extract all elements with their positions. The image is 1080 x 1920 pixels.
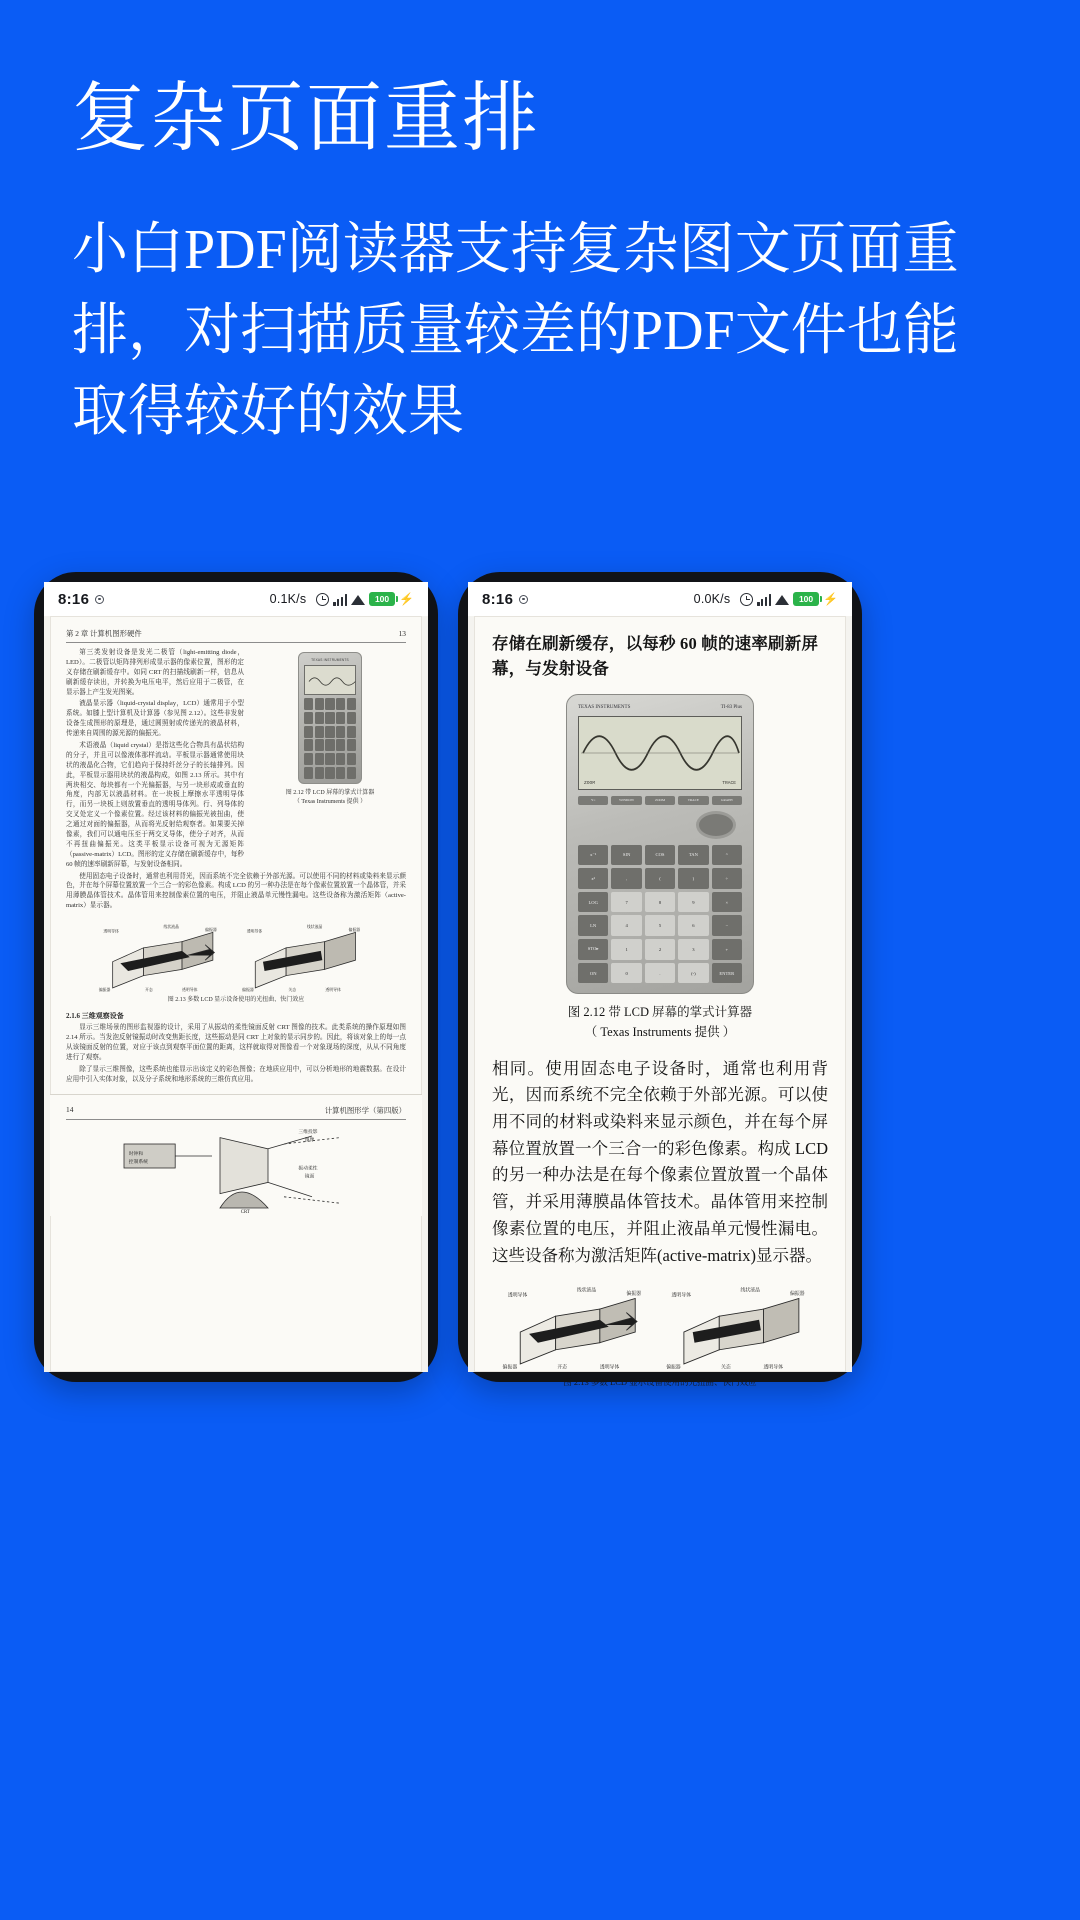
figure-caption-line2: （ Texas Instruments 提供 ） <box>293 799 367 805</box>
calc-key: 8 <box>645 892 675 913</box>
calc-key: COS <box>645 845 675 866</box>
running-head <box>66 628 406 643</box>
status-indicator-icon <box>95 595 104 604</box>
calc-key: LN <box>578 915 608 936</box>
reflow-figure-caption <box>492 1002 828 1042</box>
calc-key: 6 <box>678 915 708 936</box>
svg-text:透明导体: 透明导体 <box>507 1293 528 1299</box>
svg-text:线状液晶: 线状液晶 <box>576 1288 597 1294</box>
status-bar-right <box>468 582 852 616</box>
figure-caption-line1: 图 2.12 带 LCD 屏幕的掌式计算器 <box>285 790 375 796</box>
calculator-topbar <box>578 705 742 710</box>
calc-key: TAN <box>678 845 708 866</box>
scan-section-text <box>66 1023 406 1084</box>
svg-text:透明导体: 透明导体 <box>671 1293 691 1299</box>
scan-paragraph: 液晶显示器（liquid-crystal display，LCD）通常用于小型系统。如膝上型计算机及计算器（参见图 2.12）。这些非发射设备生成图形的原理是，通过圆照射或传递光的液晶材料，传递来自周围的源光源的偏振光。 <box>66 700 244 738</box>
status-time: 8:16 <box>482 590 514 608</box>
calc-key: ( <box>645 868 675 889</box>
scan-text-full <box>66 872 406 912</box>
scan-paragraph: 显示三维场景的图形监视器的设计，采用了从振动的柔性镜面反射 CRT 图像的技术。此类系统的操作原理如图 2.14 所示。当发泡反射镜振动时改变焦距长度，这些振动是同 CRT 上对象的显示同步的。因此，将该对象上的每一点从该镜面反射的位置，对应于该点到观察平面位置的距离，这样就取得对图像看一个对象现场的深度，从从不同角度进行了观察。 <box>66 1024 406 1061</box>
alarm-icon <box>740 593 753 606</box>
calculator-keypad <box>578 845 742 984</box>
svg-text:线状液晶: 线状液晶 <box>306 924 323 929</box>
reflow-content <box>474 616 846 1388</box>
calc-key: WINDOW <box>611 796 641 805</box>
svg-text:偏振器: 偏振器 <box>205 928 217 933</box>
svg-text:偏振器: 偏振器 <box>348 928 361 933</box>
svg-text:开态: 开态 <box>557 1365 568 1371</box>
calc-key: SIN <box>611 845 641 866</box>
wifi-icon <box>775 594 789 605</box>
calc-key: , <box>611 868 641 889</box>
calc-key: ^ <box>712 845 742 866</box>
pdf-viewer-reflow[interactable] <box>468 616 852 1388</box>
svg-text:偏振器: 偏振器 <box>242 988 254 993</box>
figure-calculator-small <box>254 648 406 872</box>
battery-level: 100 <box>793 592 819 606</box>
network-speed: 0.1K/s <box>269 592 307 606</box>
next-page-start <box>50 1094 422 1216</box>
page-title: 复杂页面重排 <box>72 77 540 161</box>
calculator-lcd-small <box>304 665 356 695</box>
calc-key: LOG <box>578 892 608 913</box>
figure-3d-viewer-diagram <box>66 1120 406 1216</box>
running-head-page2 <box>66 1105 406 1120</box>
pdf-page-original <box>50 616 422 1372</box>
calc-key: 3 <box>678 939 708 960</box>
calc-key: × <box>712 892 742 913</box>
phone-mockup-right <box>458 572 862 1388</box>
calculator-brand: TEXAS INSTRUMENTS <box>578 704 631 710</box>
scan-paragraph: 除了显示三维图像，这些系统也能显示出该定义的彩色图像；在地质应用中，可以分析地形的地震数据。在设计应用中引入实体对象，以及分子系统和地形系统的三维仿真应用。 <box>66 1065 406 1083</box>
network-speed: 0.0K/s <box>693 592 731 606</box>
charging-bolt-icon: ⚡ <box>823 592 838 606</box>
running-head-page: 13 <box>398 629 406 638</box>
svg-text:透明导体: 透明导体 <box>325 988 341 993</box>
alarm-icon <box>316 593 329 606</box>
battery-icon <box>793 592 819 606</box>
figure-calculator-large <box>492 694 828 994</box>
calc-key: ENTER <box>712 963 742 984</box>
scan-text-column <box>66 648 244 872</box>
svg-text:透明导体: 透明导体 <box>599 1365 620 1371</box>
svg-text:开态: 开态 <box>145 988 153 993</box>
section-heading: 2.1.6 三维观察设备 <box>66 1012 124 1021</box>
calc-key: 0 <box>611 963 641 984</box>
svg-text:三维投影: 三维投影 <box>298 1129 318 1135</box>
calculator-function-row <box>578 796 742 805</box>
calc-key: (-) <box>678 963 708 984</box>
scan-paragraph: 术语液晶（liquid crystal）是指这些化合物具有晶状结构的分子，并且可以像液体那样流动。平板显示器通常使用块状的液晶化合物，它们趋向于保持纤丝分子的长轴排列。因此，平板显示器用块状的液晶构成，如图 2.13 所示。其中有两块相交、每块都有一个光偏振器，与另一块形成或垂直的角度，内部无以液晶材料。在一块板上摩擦水平透明导体行，而另一块板上则放置垂直的透明导体列。行、列导体的交叉处定义一个像素位置。经过该材料的偏振光被扭曲，使之通过对面的偏振器，从而将光反射给观察者。如果要关掉像素，我们可以通电压至于两交叉导体，使分子对齐，从而不再扭曲偏振光。这类平板显示设备可视为无源矩阵（passive-matrix）LCD。图形的定义存储在刷新缓存中，每秒 60 帧的速率刷新屏幕，与发射设备相同。 <box>66 742 244 868</box>
figure-caption <box>286 789 375 807</box>
calc-key: 1 <box>611 939 641 960</box>
calculator-brand-small: TEXAS INSTRUMENTS <box>311 658 349 662</box>
calculator-lcd <box>578 716 742 790</box>
calc-key: 9 <box>678 892 708 913</box>
calculator-dpad <box>578 811 742 839</box>
svg-text:线状液晶: 线状液晶 <box>163 924 179 929</box>
figure-caption-line1: 图 2.12 带 LCD 屏幕的掌式计算器 <box>567 1004 753 1019</box>
calc-key: 7 <box>611 892 641 913</box>
calculator-model: TI-83 Plus <box>720 704 742 710</box>
calc-key: STO▸ <box>578 939 608 960</box>
svg-text:偏振器: 偏振器 <box>666 1365 681 1371</box>
svg-text:透明导体: 透明导体 <box>182 988 198 993</box>
lcd-waveform-icon <box>309 675 355 688</box>
reflow-body-text: 相同。使用固态电子设备时，通常也利用背光，因而系统不完全依赖于外部光源。可以使用不同的材料或染料来显示颜色，并在每个屏幕位置放置一个三合一的彩色像素。构成 LCD 的另一种办法是在每个像素位置放置一个晶体管，并采用薄膜晶体管技术。晶体管用来控制像素位置的电压，并阻止液晶单元慢性漏电。这些设备称为激活矩阵(active-matrix)显示器。 <box>492 1058 828 1265</box>
calc-key: − <box>712 915 742 936</box>
calc-key: ZOOM <box>645 796 675 805</box>
pdf-viewer-original[interactable] <box>44 616 428 1372</box>
reflow-figure-lcd-diagram <box>492 1279 828 1388</box>
svg-text:图像: 图像 <box>304 1137 315 1143</box>
svg-text:偏振器: 偏振器 <box>98 988 111 993</box>
calculator-image-small <box>298 652 362 784</box>
calculator-lcd-text <box>584 781 736 786</box>
calc-key: x² <box>578 868 608 889</box>
calc-key: x⁻¹ <box>578 845 608 866</box>
svg-text:透明导体: 透明导体 <box>103 929 119 934</box>
status-bar-left <box>44 582 428 616</box>
figure-lcd-diagram-small <box>66 917 406 1005</box>
calc-key: . <box>645 963 675 984</box>
svg-text:线状液晶: 线状液晶 <box>740 1288 760 1294</box>
reflow-heading: 存储在刷新缓存，以每秒 60 帧的速率刷新屏幕，与发射设备 <box>492 634 819 678</box>
battery-level: 100 <box>369 592 395 606</box>
lcd-label-left: ZOOM <box>584 780 596 786</box>
svg-text:偏振器: 偏振器 <box>626 1292 641 1298</box>
svg-text:关态: 关态 <box>288 988 297 993</box>
scan-paragraph: 使用固态电子设备时，通常也利用背光，因而系统不完全依赖于外部光源。可以使用不同的材料或染料来显示颜色，并在每个屏幕位置放置一个三合一的彩色像素。构成 LCD 的另一种办法是在每个像素位置放置一个晶体管，并采用薄膜晶体管技术。晶体管用来控制像素位置的电压，并阻止液晶单元慢性漏电。这些设备称为激活矩阵（active-matrix）显示器。 <box>66 872 406 910</box>
charging-bolt-icon: ⚡ <box>399 592 414 606</box>
signal-icon <box>757 593 771 606</box>
calculator-image-large <box>566 694 754 994</box>
calc-key: ON <box>578 963 608 984</box>
calc-key: 2 <box>645 939 675 960</box>
phone-screen-left <box>44 582 428 1372</box>
svg-text:关态: 关态 <box>721 1365 731 1371</box>
phone-mockup-left <box>34 572 438 1382</box>
figure-caption-line2: （ Texas Instruments 提供 ） <box>584 1024 736 1039</box>
lcd-label-right: TRACE <box>722 780 736 786</box>
scan-paragraph: 第三类发射设备是发光二极管（light-emitting diode，LED）。二极管以矩阵排列形成显示器的像素位置，图形的定义存储在刷新缓存中。如同 CRT 的扫描线刷新一样，信息从刷新缓存读出，并转换为电压电平，然后应用于二极管，在显示器上产生发光图案。 <box>66 649 244 696</box>
svg-text:时钟和: 时钟和 <box>128 1151 144 1157</box>
svg-text:控制系统: 控制系统 <box>128 1159 149 1165</box>
reflow-figure2-caption: 图 2.13 多数 LCD 显示设备使用的光扭曲、快门效应 <box>563 1377 757 1388</box>
svg-text:镜面: 镜面 <box>304 1174 315 1180</box>
page-subtitle: 小白PDF阅读器支持复杂图文页面重排，对扫描质量较差的PDF文件也能取得较好的效果 <box>72 219 959 444</box>
lcd-diagram-svg <box>66 917 406 991</box>
calc-key: 4 <box>611 915 641 936</box>
calc-key: ÷ <box>712 868 742 889</box>
figure2-caption: 图 2.13 多数 LCD 显示设备使用的光扭曲、快门效应 <box>167 997 305 1004</box>
lcd-graph-icon <box>579 717 741 789</box>
battery-icon <box>369 592 395 606</box>
svg-text:偏振器: 偏振器 <box>502 1365 518 1371</box>
calc-key: GRAPH <box>712 796 742 805</box>
pdf-page-reflow <box>474 616 846 1388</box>
status-time: 8:16 <box>58 590 90 608</box>
running-head-book-title: 计算机图形学（第四版） <box>324 1105 406 1115</box>
calc-key: 5 <box>645 915 675 936</box>
status-indicator-icon <box>519 595 528 604</box>
svg-text:CRT: CRT <box>240 1209 250 1215</box>
calculator-keys-small <box>304 698 356 779</box>
calc-key: TRACE <box>678 796 708 805</box>
calc-key: + <box>712 939 742 960</box>
wifi-icon <box>351 594 365 605</box>
scan-body <box>66 648 406 872</box>
running-head-page-number: 14 <box>66 1104 74 1114</box>
calc-key: ) <box>678 868 708 889</box>
running-head-chapter: 第 2 章 计算机图形硬件 <box>66 629 142 638</box>
scanned-page-content <box>50 616 422 1216</box>
svg-text:偏振器: 偏振器 <box>790 1292 805 1298</box>
calc-key: Y= <box>578 796 608 805</box>
phone-screen-right <box>468 582 852 1388</box>
lcd-diagram-svg-large <box>492 1279 828 1371</box>
svg-text:透明导体: 透明导体 <box>763 1365 783 1371</box>
svg-text:振动柔性: 振动柔性 <box>298 1166 318 1172</box>
signal-icon <box>333 593 347 606</box>
svg-text:透明导体: 透明导体 <box>246 929 263 934</box>
